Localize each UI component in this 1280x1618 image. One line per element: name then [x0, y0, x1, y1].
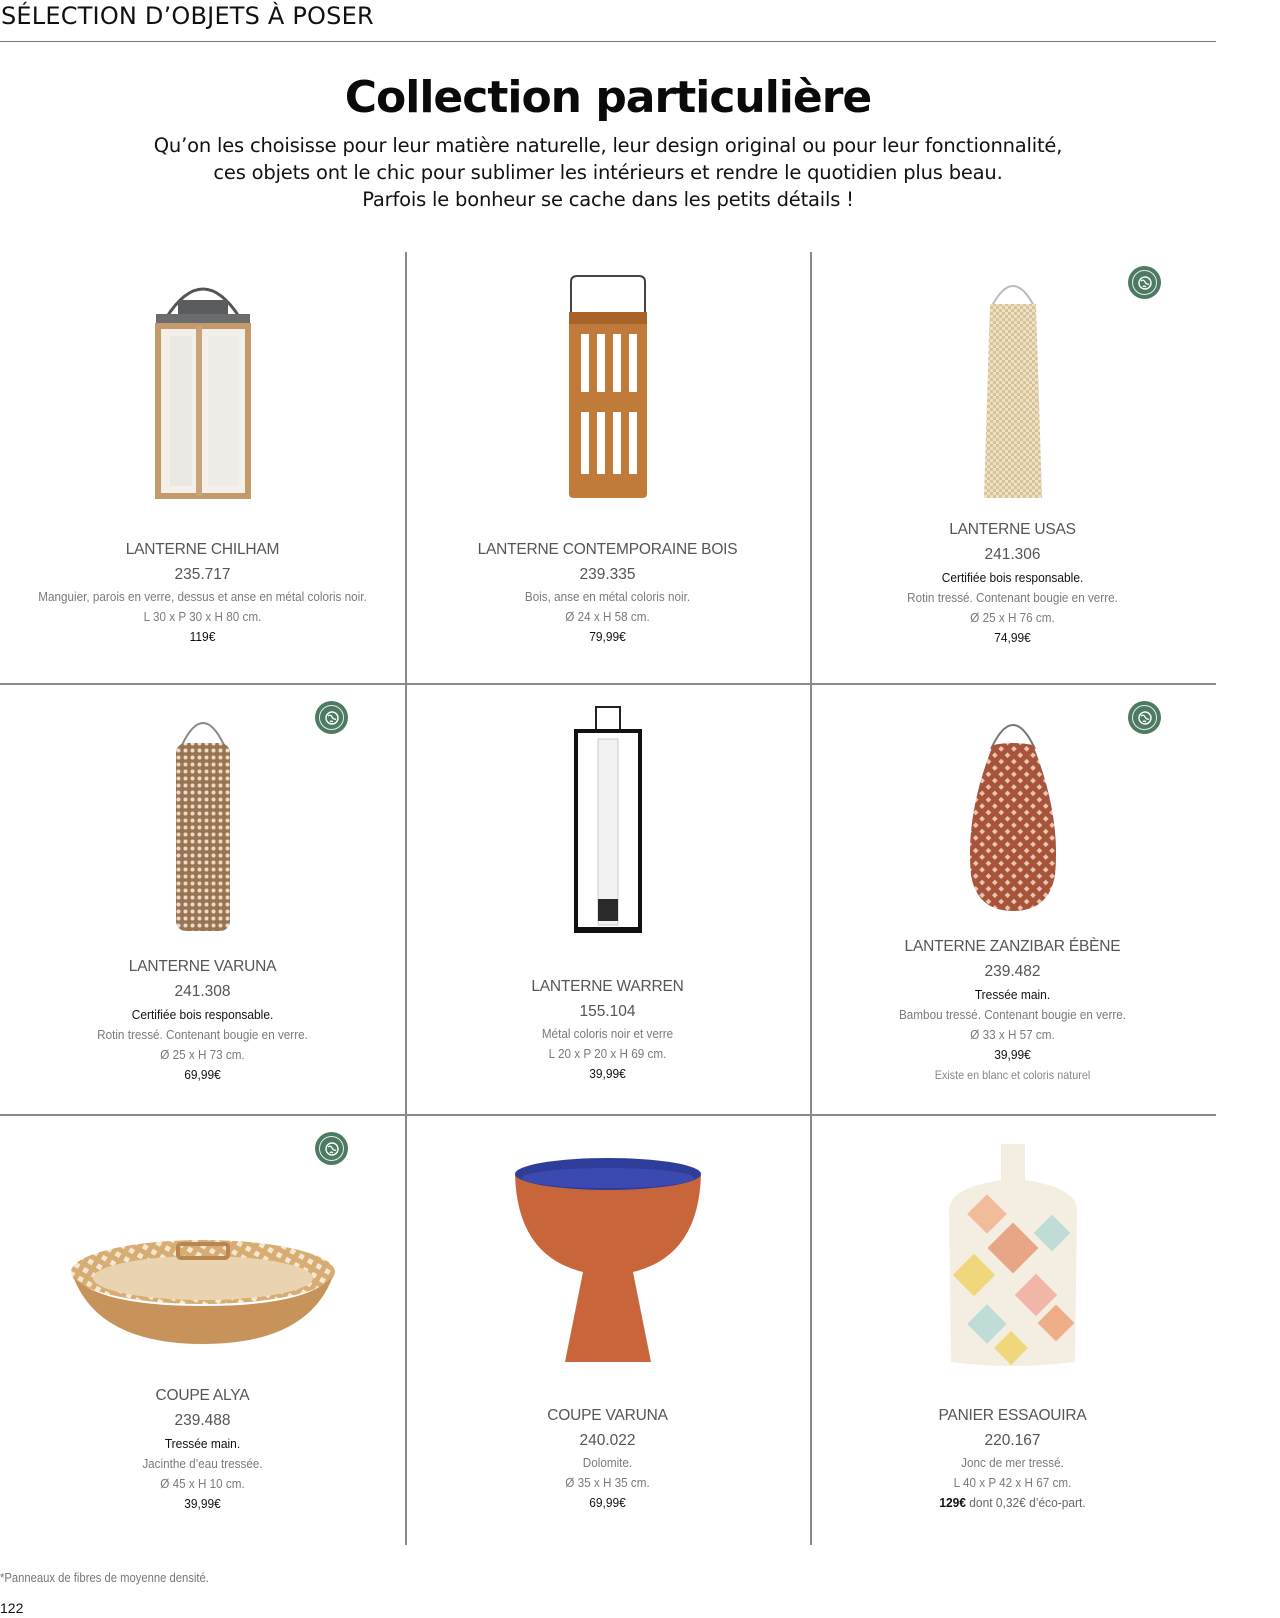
product-card[interactable] — [810, 1114, 1215, 1545]
product-price: 39,99€ — [184, 1496, 221, 1511]
product-description: Manguier, parois en verre, dessus et anse en métal coloris noir. — [38, 589, 367, 604]
product-card[interactable] — [405, 683, 810, 1114]
rattan-lantern-icon — [978, 270, 1048, 505]
woven-bowl-icon — [68, 1232, 338, 1352]
product-price: 119€ — [189, 629, 216, 644]
product-name: LANTERNE CHILHAM — [125, 541, 280, 558]
product-name: LANTERNE WARREN — [531, 978, 684, 995]
product-name: LANTERNE USAS — [949, 521, 1076, 538]
product-ref: 155.104 — [579, 1003, 636, 1020]
product-dimensions: L 30 x P 30 x H 80 cm. — [143, 609, 262, 624]
product-ref: 220.167 — [984, 1432, 1041, 1449]
product-dimensions: Ø 33 x H 57 cm. — [970, 1027, 1055, 1042]
intro-line: Parfois le bonheur se cache dans les petits détails ! — [362, 188, 854, 211]
wood-glass-lantern-icon — [148, 270, 258, 500]
product-grid — [0, 252, 1216, 1545]
product-description: Bois, anse en métal coloris noir. — [524, 589, 691, 604]
product-price: 39,99€ — [589, 1066, 626, 1081]
product-dimensions: Ø 35 x H 35 cm. — [565, 1475, 650, 1490]
globe-leaf-icon — [1137, 710, 1153, 726]
product-card[interactable] — [0, 252, 405, 683]
product-description: Dolomite. — [582, 1455, 633, 1470]
wooden-slat-lantern-icon — [563, 272, 653, 502]
product-info — [810, 518, 1215, 648]
product-price: 39,99€ — [994, 1047, 1031, 1062]
product-card[interactable] — [405, 252, 810, 683]
product-description: Rotin tressé. Contenant bougie en verre. — [97, 1027, 308, 1042]
footnote: *Panneaux de fibres de moyenne densité. — [0, 1571, 209, 1585]
globe-leaf-icon — [1137, 275, 1153, 291]
product-info — [0, 955, 405, 1085]
product-ref: 239.488 — [174, 1412, 231, 1429]
black-metal-lantern-icon — [568, 703, 648, 938]
globe-leaf-icon — [324, 1141, 340, 1157]
pastel-basket-icon — [943, 1140, 1083, 1370]
globe-leaf-icon — [324, 710, 340, 726]
product-ref: 240.022 — [579, 1432, 636, 1449]
product-card[interactable] — [810, 252, 1215, 683]
product-highlight: Certifiée bois responsable. — [131, 1007, 274, 1022]
product-dimensions: L 20 x P 20 x H 69 cm. — [548, 1046, 667, 1061]
intro-text — [0, 132, 1216, 213]
product-card[interactable] — [0, 1114, 405, 1545]
product-card[interactable] — [810, 683, 1215, 1114]
section-title: SÉLECTION D’OBJETS À POSER — [1, 2, 374, 30]
footed-bowl-icon — [513, 1156, 703, 1366]
intro-line: Qu’on les choisisse pour leur matière naturelle, leur design original ou pour leur fonctionnalité, — [153, 134, 1063, 157]
eco-part-note: dont 0,32€ d’éco-part. — [965, 1495, 1086, 1510]
product-highlight: Certifiée bois responsable. — [941, 570, 1084, 585]
product-info — [0, 1384, 405, 1514]
page-number: 122 — [0, 1600, 24, 1616]
product-ref: 241.306 — [984, 546, 1041, 563]
product-price: 74,99€ — [994, 630, 1031, 645]
product-price — [826, 1493, 1199, 1513]
product-ref: 239.335 — [579, 566, 636, 583]
product-ref: 241.308 — [174, 983, 231, 1000]
product-name: LANTERNE ZANZIBAR ÉBÈNE — [904, 938, 1121, 955]
intro-line: ces objets ont le chic pour sublimer les intérieurs et rendre le quotidien plus beau. — [213, 161, 1003, 184]
product-card[interactable] — [0, 683, 405, 1114]
page-title: Collection particulière — [344, 72, 872, 123]
product-dimensions: Ø 24 x H 58 cm. — [565, 609, 650, 624]
eco-badge — [1128, 701, 1161, 734]
product-description: Rotin tressé. Contenant bougie en verre. — [907, 590, 1118, 605]
product-description: Jacinthe d’eau tressée. — [142, 1456, 263, 1471]
product-name: LANTERNE VARUNA — [128, 958, 277, 975]
product-dimensions: L 40 x P 42 x H 67 cm. — [953, 1475, 1072, 1490]
product-dimensions: Ø 25 x H 73 cm. — [160, 1047, 245, 1062]
product-info — [0, 538, 405, 647]
product-description: Jonc de mer tressé. — [961, 1455, 1064, 1470]
product-price: 69,99€ — [589, 1495, 626, 1510]
product-ref: 239.482 — [984, 963, 1041, 980]
eco-badge — [315, 701, 348, 734]
eco-badge — [1128, 266, 1161, 299]
product-price: 79,99€ — [589, 629, 626, 644]
product-dimensions: Ø 45 x H 10 cm. — [160, 1476, 245, 1491]
product-highlight: Tressée main. — [164, 1436, 241, 1451]
hero — [0, 70, 1216, 213]
eco-badge — [315, 1132, 348, 1165]
product-description: Bambou tressé. Contenant bougie en verre. — [899, 1007, 1126, 1022]
product-name: LANTERNE CONTEMPORAINE BOIS — [477, 541, 738, 558]
product-info — [405, 538, 810, 647]
bamboo-drop-lantern-icon — [963, 705, 1063, 915]
product-ref: 235.717 — [174, 566, 231, 583]
product-description: Métal coloris noir et verre — [541, 1026, 674, 1041]
product-name: PANIER ESSAOUIRA — [938, 1407, 1087, 1424]
product-name: COUPE ALYA — [155, 1387, 250, 1404]
product-info — [405, 1404, 810, 1513]
price-value: 129€ — [939, 1495, 966, 1510]
product-price: 69,99€ — [184, 1067, 221, 1082]
product-card[interactable] — [405, 1114, 810, 1545]
product-dimensions: Ø 25 x H 76 cm. — [970, 610, 1055, 625]
product-info — [810, 935, 1215, 1085]
product-highlight: Tressée main. — [974, 987, 1051, 1002]
product-name: COUPE VARUNA — [547, 1407, 668, 1424]
section-header — [0, 0, 1216, 42]
product-info — [405, 975, 810, 1084]
product-note: Existe en blanc et coloris naturel — [934, 1068, 1091, 1082]
woven-cylinder-lantern-icon — [168, 705, 238, 935]
product-info — [810, 1404, 1215, 1513]
